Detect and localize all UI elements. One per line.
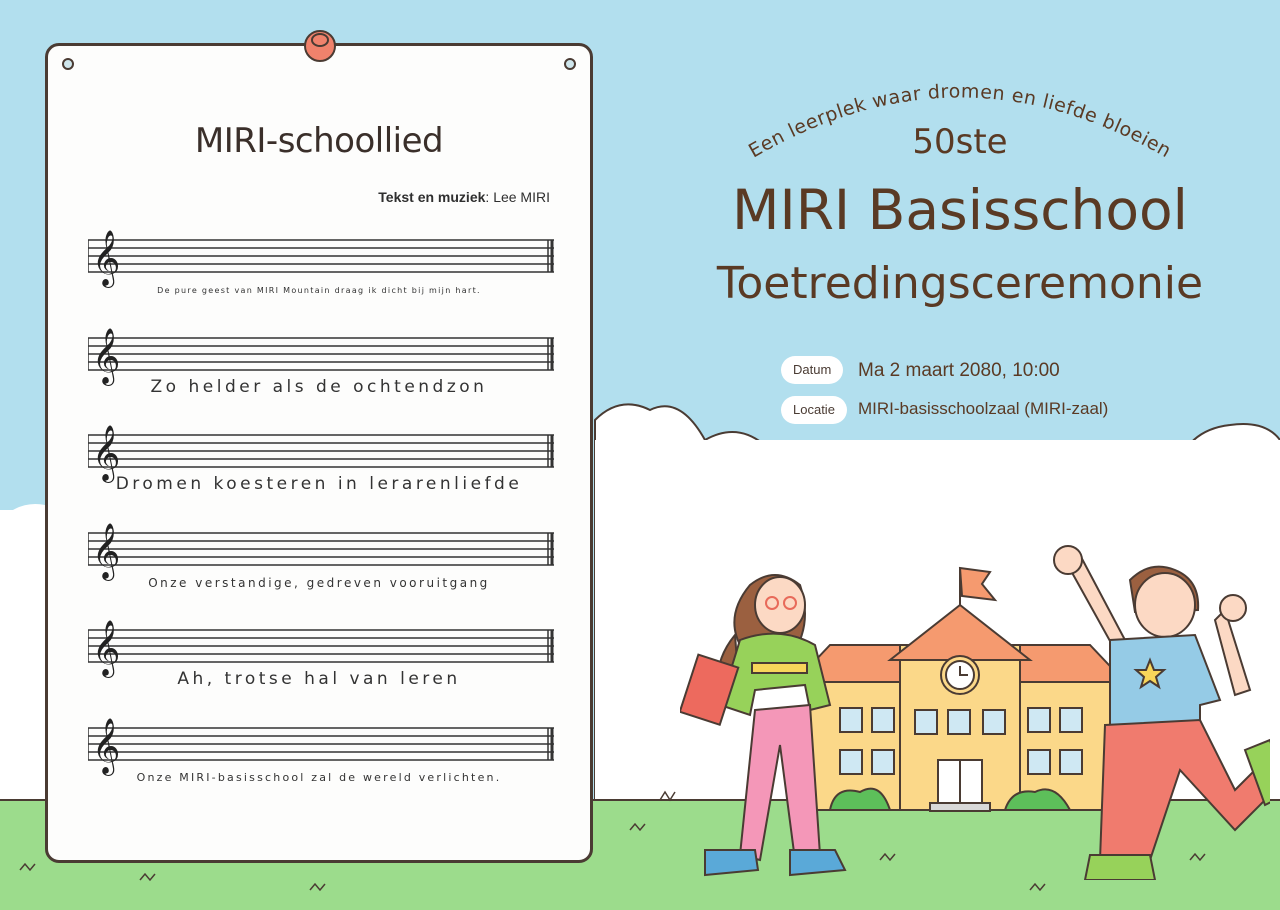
music-staff bbox=[88, 521, 556, 581]
date-value: Ma 2 maart 2080, 10:00 bbox=[858, 360, 1060, 381]
credit-name: Lee MIRI bbox=[493, 189, 550, 205]
music-staff bbox=[88, 716, 556, 776]
songsheet-poster bbox=[45, 43, 593, 863]
treble-clef-icon: 𝄞 bbox=[92, 523, 121, 579]
pushpin-icon bbox=[300, 26, 340, 66]
anniversary-label: 50ste bbox=[912, 122, 1008, 162]
ceremony-title: Toetredingsceremonie bbox=[716, 258, 1204, 309]
lyric-line: Dromen koesteren in lerarenliefde bbox=[115, 474, 523, 494]
screw-hole-icon bbox=[62, 58, 74, 70]
song-title: MIRI-schoollied bbox=[194, 121, 444, 161]
school-name: MIRI Basisschool bbox=[732, 178, 1188, 242]
credit-label: Tekst en muziek bbox=[378, 189, 486, 205]
tagline-text: Een leerplek waar dromen en liefde bloeien bbox=[744, 80, 1176, 163]
music-staff bbox=[88, 228, 556, 288]
treble-clef-icon: 𝄞 bbox=[92, 425, 121, 481]
girl-student-illustration bbox=[680, 565, 860, 895]
lyric-line: De pure geest van MIRI Mountain draag ik dicht bij mijn hart. bbox=[157, 286, 481, 295]
lyric-line: Onze verstandige, gedreven vooruitgang bbox=[148, 576, 490, 590]
location-value: MIRI-basisschoolzaal (MIRI-zaal) bbox=[858, 399, 1109, 418]
treble-clef-icon: 𝄞 bbox=[92, 328, 121, 384]
treble-clef-icon: 𝄞 bbox=[92, 620, 121, 676]
lyric-line: Zo helder als de ochtendzon bbox=[150, 377, 488, 397]
lyric-line: Ah, trotse hal van leren bbox=[177, 669, 461, 689]
lyric-line: Onze MIRI-basisschool zal de wereld verlichten. bbox=[136, 771, 502, 784]
song-credit: Tekst en muziek: Lee MIRI bbox=[378, 189, 550, 205]
screw-hole-icon bbox=[564, 58, 576, 70]
treble-clef-icon: 𝄞 bbox=[92, 230, 121, 286]
treble-clef-icon: 𝄞 bbox=[92, 718, 121, 774]
flag-icon bbox=[960, 568, 995, 600]
boy-student-illustration bbox=[1040, 540, 1270, 880]
date-label-badge: Datum bbox=[781, 356, 843, 384]
location-label-badge: Locatie bbox=[781, 396, 847, 424]
